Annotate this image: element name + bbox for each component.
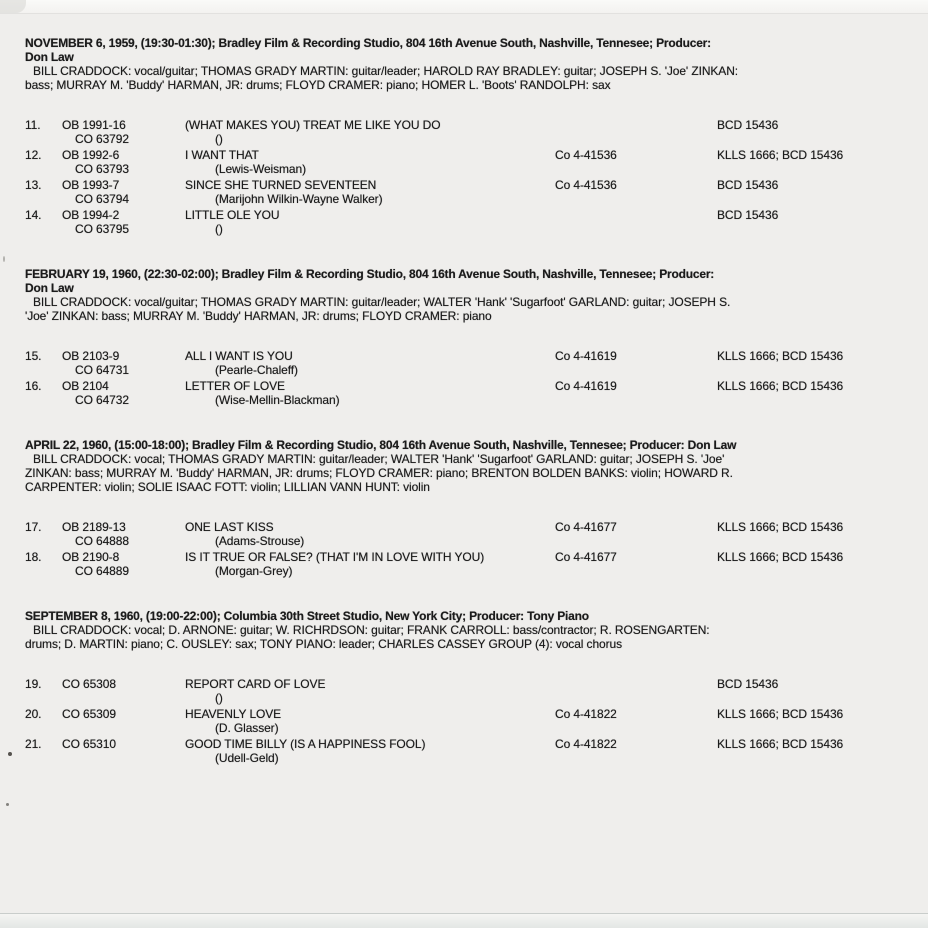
track-title: IS IT TRUE OR FALSE? (THAT I'M IN LOVE WITH YOU) [185, 550, 485, 564]
title-column [185, 208, 555, 236]
track-list [25, 118, 928, 236]
session-block [25, 438, 928, 578]
matrix-number-primary: OB 1991-16 [62, 118, 126, 132]
track-row [25, 379, 928, 407]
track-row [25, 148, 928, 176]
composer-credit: (Marijohn Wilkin-Wayne Walker) [215, 192, 383, 206]
matrix-number-primary: OB 1993-7 [62, 178, 120, 192]
composer-credit: () [215, 222, 223, 236]
single-catalog-number: Co 4-41677 [555, 550, 617, 564]
session-block [25, 267, 928, 407]
matrix-numbers [62, 118, 185, 146]
scan-speck [8, 752, 12, 756]
track-title: ALL I WANT IS YOU [185, 349, 293, 363]
matrix-number-primary: OB 2189-13 [62, 520, 126, 534]
matrix-numbers [62, 737, 185, 765]
track-number: 11. [25, 118, 41, 132]
title-column [185, 520, 555, 548]
matrix-numbers [62, 520, 185, 548]
title-column [185, 379, 555, 407]
track-title: HEAVENLY LOVE [185, 707, 282, 721]
session-header [25, 36, 928, 64]
session-personnel-line: BILL CRADDOCK: vocal/guitar; THOMAS GRADY MARTIN: guitar/leader; WALTER 'Hank' 'Sugarfoot' GARLAND: guitar; JOSEPH S. [33, 295, 731, 309]
session-personnel-line: CARPENTER: violin; SOLIE ISAAC FOTT: violin; LILLIAN VANN HUNT: violin [25, 480, 430, 494]
track-number: 14. [25, 208, 42, 222]
session-personnel [25, 452, 928, 494]
session-personnel-line: bass; MURRAY M. 'Buddy' HARMAN, JR: drums; FLOYD CRAMER: piano; HOMER L. 'Boots' RANDOLPH: sax [25, 78, 611, 92]
single-catalog-number [555, 677, 717, 705]
single-catalog-number: Co 4-41822 [555, 707, 617, 721]
single-catalog-number [555, 208, 717, 236]
track-title: ONE LAST KISS [185, 520, 274, 534]
track-title: GOOD TIME BILLY (IS A HAPPINESS FOOL) [185, 737, 426, 751]
reissue-catalog-numbers: KLLS 1666; BCD 15436 [717, 707, 844, 721]
track-number: 13. [25, 178, 42, 192]
matrix-numbers [62, 208, 185, 236]
reissue-catalog-numbers: BCD 15436 [717, 677, 779, 691]
reissue-catalog-numbers: KLLS 1666; BCD 15436 [717, 520, 844, 534]
reissue-catalog-numbers: BCD 15436 [717, 118, 779, 132]
session-block [25, 36, 928, 236]
title-column [185, 118, 555, 146]
session-block [25, 609, 928, 765]
single-catalog-number: Co 4-41536 [555, 178, 617, 192]
track-row [25, 349, 928, 377]
reissue-catalog-numbers: BCD 15436 [717, 208, 779, 222]
track-number: 17. [25, 520, 42, 534]
matrix-number-primary: OB 2103-9 [62, 349, 120, 363]
matrix-number-secondary: CO 64889 [75, 564, 129, 578]
composer-credit: () [215, 691, 223, 705]
matrix-number-primary: OB 1992-6 [62, 148, 120, 162]
matrix-numbers [62, 148, 185, 176]
track-title: REPORT CARD OF LOVE [185, 677, 326, 691]
track-number: 18. [25, 550, 42, 564]
track-list [25, 677, 928, 765]
session-header-line: FEBRUARY 19, 1960, (22:30-02:00); Bradley Film & Recording Studio, 804 16th Avenue South, Nashville, Tennesee; Producer: [25, 267, 715, 281]
title-column [185, 148, 555, 176]
session-personnel-line: BILL CRADDOCK: vocal/guitar; THOMAS GRADY MARTIN: guitar/leader; HAROLD RAY BRADLEY: guitar; JOSEPH S. 'Joe' ZINKAN: [33, 64, 738, 78]
session-header-line: APRIL 22, 1960, (15:00-18:00); Bradley Film & Recording Studio, 804 16th Avenue South, Nashville, Tennesee; Producer: Don Law [25, 438, 737, 452]
track-row [25, 737, 928, 765]
track-title: I WANT THAT [185, 148, 259, 162]
composer-credit: (Morgan-Grey) [215, 564, 293, 578]
scan-bottom-edge [0, 913, 928, 928]
reissue-catalog-numbers: KLLS 1666; BCD 15436 [717, 737, 844, 751]
scan-speck [3, 256, 5, 262]
track-row [25, 520, 928, 548]
single-catalog-number: Co 4-41822 [555, 737, 617, 751]
matrix-number-secondary: CO 63793 [75, 162, 129, 176]
single-catalog-number: Co 4-41619 [555, 379, 617, 393]
track-number: 15. [25, 349, 42, 363]
track-title: LETTER OF LOVE [185, 379, 285, 393]
matrix-number-secondary: CO 63792 [75, 132, 129, 146]
matrix-number-primary: CO 65309 [62, 707, 116, 721]
matrix-numbers [62, 379, 185, 407]
session-list [25, 36, 928, 765]
matrix-number-secondary: CO 63794 [75, 192, 129, 206]
title-column [185, 707, 555, 735]
matrix-numbers [62, 550, 185, 578]
session-personnel-line: 'Joe' ZINKAN: bass; MURRAY M. 'Buddy' HARMAN, JR: drums; FLOYD CRAMER: piano [25, 309, 492, 323]
session-personnel [25, 64, 928, 92]
session-personnel [25, 623, 928, 651]
single-catalog-number: Co 4-41536 [555, 148, 617, 162]
track-number: 21. [25, 737, 42, 751]
composer-credit: () [215, 132, 223, 146]
track-number: 19. [25, 677, 42, 691]
matrix-numbers [62, 677, 185, 705]
reissue-catalog-numbers: KLLS 1666; BCD 15436 [717, 379, 844, 393]
single-catalog-number: Co 4-41619 [555, 349, 617, 363]
single-catalog-number [555, 118, 717, 146]
matrix-number-primary: CO 65310 [62, 737, 116, 751]
track-title: (WHAT MAKES YOU) TREAT ME LIKE YOU DO [185, 118, 441, 132]
track-row [25, 550, 928, 578]
matrix-number-secondary: CO 64888 [75, 534, 129, 548]
session-personnel-line: drums; D. MARTIN: piano; C. OUSLEY: sax; TONY PIANO: leader; CHARLES CASSEY GROUP (4): vocal chorus [25, 637, 622, 651]
title-column [185, 178, 555, 206]
matrix-number-primary: OB 1994-2 [62, 208, 120, 222]
track-title: SINCE SHE TURNED SEVENTEEN [185, 178, 377, 192]
session-personnel-line: BILL CRADDOCK: vocal; D. ARNONE: guitar; W. RICHRDSON: guitar; FRANK CARROLL: bass/contractor; R. ROSENGARTEN: [33, 623, 710, 637]
title-column [185, 677, 555, 705]
single-catalog-number: Co 4-41677 [555, 520, 617, 534]
track-title: LITTLE OLE YOU [185, 208, 280, 222]
reissue-catalog-numbers: KLLS 1666; BCD 15436 [717, 148, 844, 162]
matrix-number-secondary: CO 64732 [75, 393, 129, 407]
matrix-number-primary: OB 2104 [62, 379, 109, 393]
scan-speck [6, 803, 9, 806]
matrix-number-primary: OB 2190-8 [62, 550, 120, 564]
matrix-number-secondary: CO 64731 [75, 363, 129, 377]
session-header-line: SEPTEMBER 8, 1960, (19:00-22:00); Columbia 30th Street Studio, New York City; Producer: Tony Piano [25, 609, 589, 623]
session-header [25, 267, 928, 295]
matrix-number-primary: CO 65308 [62, 677, 116, 691]
track-row [25, 677, 928, 705]
session-personnel-line: ZINKAN: bass; MURRAY M. 'Buddy' HARMAN, JR: drums; FLOYD CRAMER: piano; BRENTON BOLDEN BANKS: violin; HOWARD R. [25, 466, 733, 480]
track-row [25, 208, 928, 236]
track-row [25, 118, 928, 146]
reissue-catalog-numbers: BCD 15436 [717, 178, 779, 192]
composer-credit: (D. Glasser) [215, 721, 279, 735]
track-list [25, 349, 928, 407]
track-row [25, 178, 928, 206]
composer-credit: (Lewis-Weisman) [215, 162, 306, 176]
title-column [185, 550, 555, 578]
track-row [25, 707, 928, 735]
matrix-numbers [62, 349, 185, 377]
composer-credit: (Pearle-Chaleff) [215, 363, 298, 377]
reissue-catalog-numbers: KLLS 1666; BCD 15436 [717, 550, 844, 564]
composer-credit: (Adams-Strouse) [215, 534, 305, 548]
session-header-line: NOVEMBER 6, 1959, (19:30-01:30); Bradley Film & Recording Studio, 804 16th Avenue South, Nashville, Tennesee; Producer: [25, 36, 711, 50]
composer-credit: (Udell-Geld) [215, 751, 279, 765]
session-header-line: Don Law [25, 281, 74, 295]
session-header [25, 609, 928, 623]
composer-credit: (Wise-Mellin-Blackman) [215, 393, 340, 407]
track-number: 20. [25, 707, 42, 721]
reissue-catalog-numbers: KLLS 1666; BCD 15436 [717, 349, 844, 363]
session-personnel [25, 295, 928, 323]
matrix-numbers [62, 707, 185, 735]
title-column [185, 349, 555, 377]
matrix-numbers [62, 178, 185, 206]
matrix-number-secondary: CO 63795 [75, 222, 129, 236]
session-personnel-line: BILL CRADDOCK: vocal; THOMAS GRADY MARTIN: guitar/leader; WALTER 'Hank' 'Sugarfoot' GARLAND: guitar; JOSEPH S. 'Joe' [33, 452, 725, 466]
track-list [25, 520, 928, 578]
track-number: 12. [25, 148, 42, 162]
track-number: 16. [25, 379, 42, 393]
title-column [185, 737, 555, 765]
session-header-line: Don Law [25, 50, 74, 64]
session-header [25, 438, 928, 452]
